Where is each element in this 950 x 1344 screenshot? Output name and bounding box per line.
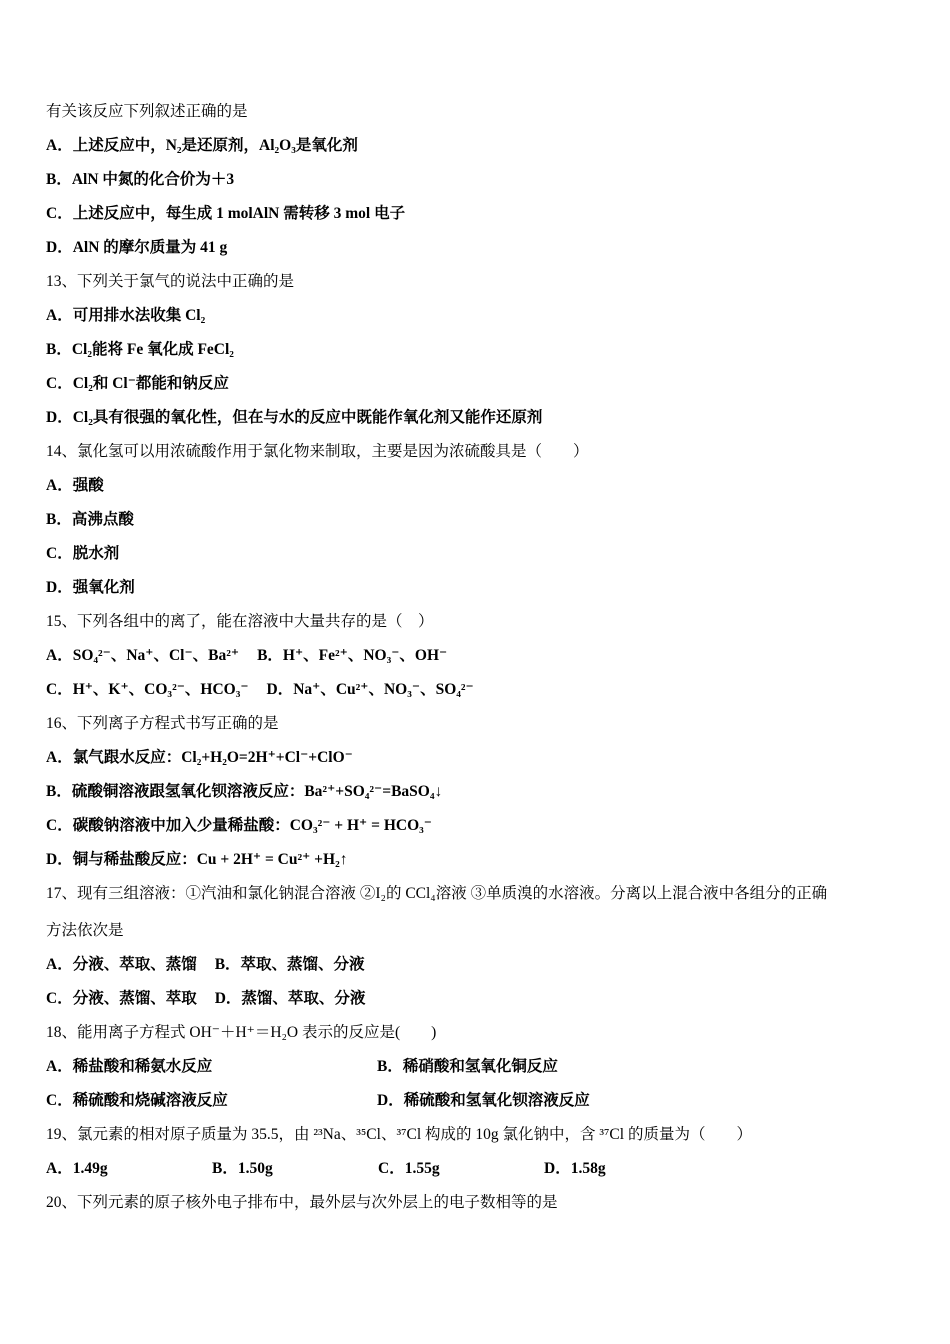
question-text: 方法依次是 (46, 922, 124, 939)
answer-option-row: C．脱水剂 (46, 545, 120, 562)
answer-option-row: B．高沸点酸 (46, 511, 134, 528)
answer-option-row: D．AlN 的摩尔质量为 41 g (46, 239, 228, 256)
answer-option-row: D．强氧化剂 (46, 579, 135, 596)
answer-option-row (46, 1056, 916, 1090)
answer-option: B．稀硝酸和氢氧化铜反应 (377, 1058, 558, 1075)
answer-option: D．1.58g (544, 1160, 606, 1177)
answer-option: D．Na⁺、Cu²⁺、NO₃⁻、SO₄²⁻ (266, 681, 474, 698)
answer-option: A．分液、萃取、蒸馏 (46, 956, 197, 973)
answer-option-row (46, 645, 916, 679)
answer-option-row (46, 988, 916, 1022)
answer-option: C．H⁺、K⁺、CO₃²⁻、HCO₃⁻ (46, 681, 249, 698)
question-text: 18、能用离子方程式 OH⁻＋H⁺＝H₂O 表示的反应是( ) (46, 1024, 437, 1041)
answer-option: B．H⁺、Fe²⁺、NO₃⁻、OH⁻ (257, 647, 448, 664)
question-text: 有关该反应下列叙述正确的是 (46, 103, 248, 120)
answer-option-row (46, 1090, 916, 1124)
answer-option-row (46, 679, 916, 713)
answer-option: A．SO₄²⁻、Na⁺、Cl⁻、Ba²⁺ (46, 647, 240, 664)
question-text: 20、下列元素的原子核外电子排布中，最外层与次外层上的电子数相等的是 (46, 1194, 558, 1211)
question-text: 16、下列离子方程式书写正确的是 (46, 715, 279, 732)
answer-option-row: A．强酸 (46, 477, 104, 494)
answer-option-row: A．氯气跟水反应：Cl₂+H₂O=2H⁺+Cl⁻+ClO⁻ (46, 749, 353, 766)
answer-option-row (46, 1158, 916, 1192)
question-text: 15、下列各组中的离了，能在溶液中大量共存的是（ ） (46, 613, 434, 630)
answer-option: D．蒸馏、萃取、分液 (214, 990, 366, 1007)
answer-option: C．稀硫酸和烧碱溶液反应 (46, 1092, 228, 1109)
answer-option-row (46, 954, 916, 988)
answer-option-row: D．铜与稀盐酸反应：Cu + 2H⁺ = Cu²⁺ +H₂↑ (46, 851, 348, 868)
answer-option-row: A．可用排水法收集 Cl₂ (46, 307, 206, 324)
answer-option-row: D．Cl₂具有很强的氧化性，但在与水的反应中既能作氧化剂又能作还原剂 (46, 409, 543, 426)
answer-option-row: B．AlN 中氮的化合价为＋3 (46, 171, 235, 188)
answer-option: A．1.49g (46, 1160, 108, 1177)
answer-option-row: C．Cl₂和 Cl⁻都能和钠反应 (46, 375, 229, 392)
answer-option: C．分液、蒸馏、萃取 (46, 990, 197, 1007)
answer-option-row: B．硫酸铜溶液跟氢氧化钡溶液反应：Ba²⁺+SO₄²⁻=BaSO₄↓ (46, 783, 443, 800)
answer-option-row: B．Cl₂能将 Fe 氧化成 FeCl₂ (46, 341, 234, 358)
question-text: 19、氯元素的相对原子质量为 35.5，由 ²³Na、³⁵Cl、³⁷Cl 构成的 10g 氯化钠中，含 ³⁷Cl 的质量为（ ） (46, 1126, 752, 1143)
question-text: 14、氯化氢可以用浓硫酸作用于氯化物来制取，主要是因为浓硫酸具是（ ） (46, 443, 589, 460)
answer-option-row: C．碳酸钠溶液中加入少量稀盐酸：CO₃²⁻ + H⁺ = HCO₃⁻ (46, 817, 432, 834)
exam-page (46, 101, 916, 1226)
answer-option: C．1.55g (378, 1160, 440, 1177)
answer-option: B．1.50g (212, 1160, 273, 1177)
answer-option-row: A．上述反应中，N₂是还原剂，Al₂O₃是氧化剂 (46, 137, 358, 154)
answer-option: D．稀硫酸和氢氧化钡溶液反应 (377, 1092, 590, 1109)
answer-option: B．萃取、蒸馏、分液 (214, 956, 365, 973)
answer-option: A．稀盐酸和稀氨水反应 (46, 1058, 213, 1075)
answer-option-row: C．上述反应中，每生成 1 molAlN 需转移 3 mol 电子 (46, 205, 406, 222)
question-text: 13、下列关于氯气的说法中正确的是 (46, 273, 295, 290)
question-text: 17、现有三组溶液：①汽油和氯化钠混合溶液 ②I₂的 CCl₄溶液 ③单质溴的水溶液。分离以上混合液中各组分的正确 (46, 885, 828, 902)
